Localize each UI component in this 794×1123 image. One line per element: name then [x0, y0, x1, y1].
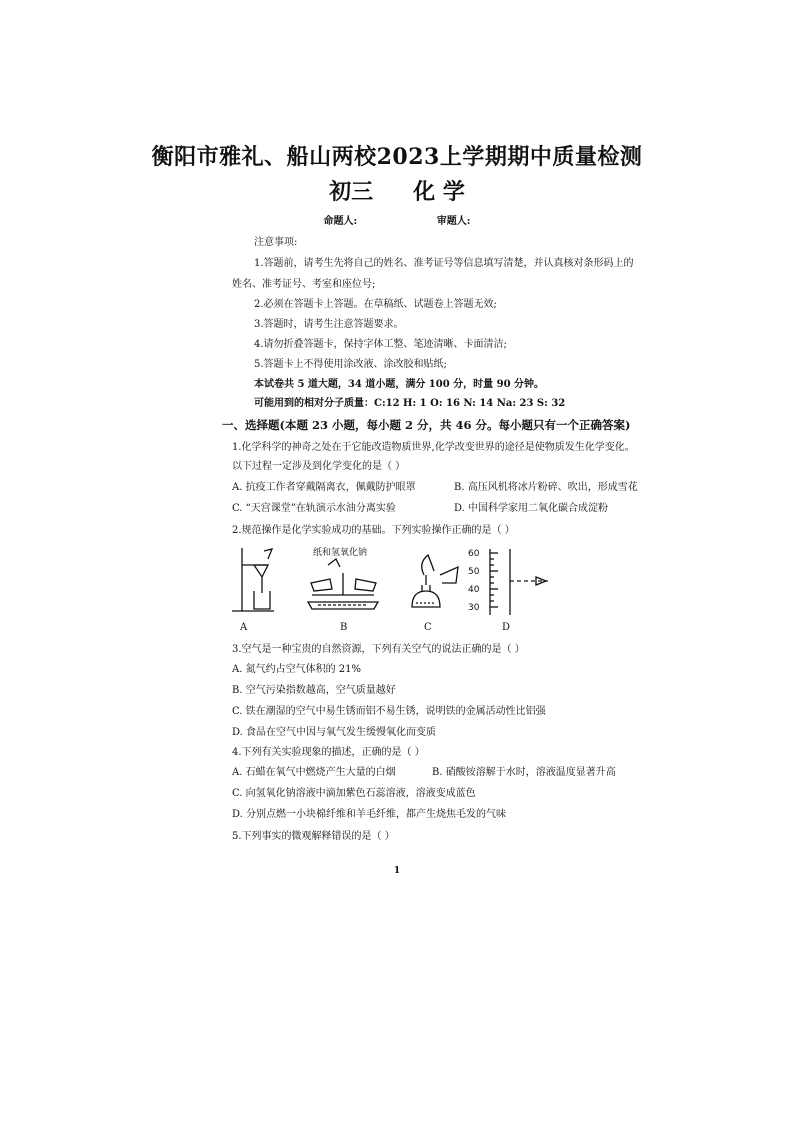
section-1-heading: 一、选择题(本题 23 小题，每小题 2 分，共 46 分。每小题只有一个正确答案)	[222, 418, 631, 432]
q2-label-b: B	[340, 622, 348, 633]
q1-options-row1	[232, 481, 662, 495]
q2-fig-b-caption: 纸和氢氧化钠	[313, 548, 368, 558]
q1-stem-line1: 1.化学科学的神奇之处在于它能改造物质世界,化学改变世界的途径是使物质发生化学变化。	[232, 442, 635, 453]
q4-option-a: A. 石蜡在氧气中燃烧产生大量的白烟	[232, 767, 396, 778]
page-number: 1	[393, 866, 401, 876]
notes-heading: 注意事项:	[254, 237, 298, 248]
note-item-5: 5.答题卡上不得使用涂改液、涂改胶和贴纸;	[254, 359, 447, 370]
q4-option-b: B. 硝酸铵溶解于水时，溶液温度显著升高	[432, 767, 616, 778]
q4-options-row1	[232, 766, 662, 780]
exam-subtitle	[0, 175, 794, 206]
q2-label-d: D	[502, 622, 511, 633]
q4-stem: 4.下列有关实验现象的描述，正确的是（ ）	[232, 747, 425, 758]
q3-option-b: B. 空气污染指数越高，空气质量越好	[232, 685, 396, 696]
apparatus-d-graduated-cylinder	[490, 549, 548, 615]
apparatus-b-balance	[308, 559, 378, 609]
note-item-4: 4.请勿折叠答题卡，保持字体工整、笔迹清晰、卡面清洁;	[254, 339, 507, 350]
subject-label: 化 学	[413, 179, 465, 205]
scale-tick-40: 40	[468, 585, 480, 595]
q1-option-c: C. “天宫课堂”在轨演示水油分离实验	[232, 503, 396, 514]
q1-option-a: A. 抗疫工作者穿戴隔离衣，佩戴防护眼罩	[232, 482, 416, 493]
note-item-3: 3.答题时，请考生注意答题要求。	[254, 319, 404, 330]
q5-stem: 5.下列事实的微观解释错误的是（ ）	[232, 831, 395, 842]
reviewer-label: 审题人:	[436, 216, 471, 227]
author-row	[0, 212, 794, 227]
q3-option-a: A. 氮气约占空气体积的 21%	[232, 664, 361, 675]
q4-option-d: D. 分别点燃一小块棉纤维和羊毛纤维，都产生烧焦毛发的气味	[232, 809, 507, 820]
note-item-2: 2.必须在答题卡上答题。在草稿纸、试题卷上答题无效;	[254, 299, 497, 310]
grade-label: 初三	[329, 179, 374, 205]
q2-label-c: C	[424, 622, 432, 633]
relative-masses: 可能用到的相对分子质量：C:12 H: 1 O: 16 N: 14 Na: 23 S: 32	[254, 398, 566, 409]
exam-summary: 本试卷共 5 道大题，34 道小题，满分 100 分，时量 90 分钟。	[254, 379, 545, 390]
scale-tick-50: 50	[468, 567, 480, 577]
q1-option-d: D. 中国科学家用二氧化碳合成淀粉	[454, 503, 609, 514]
setter-label: 命题人:	[323, 216, 358, 227]
scale-tick-60: 60	[468, 549, 480, 559]
q3-option-d: D. 食品在空气中因与氧气发生缓慢氧化而变质	[232, 727, 437, 738]
note-item-1-cont: 姓名、准考证号、考室和座位号;	[232, 279, 376, 290]
q3-option-c: C. 铁在潮湿的空气中易生锈而铝不易生锈，说明铁的金属活动性比铝强	[232, 706, 546, 717]
q2-stem: 2.规范操作是化学实验成功的基础。下列实验操作正确的是（ ）	[232, 525, 515, 536]
note-item-1: 1.答题前，请考生先将自己的姓名、准考证号等信息填写清楚，并认真核对条形码上的	[254, 258, 634, 269]
q1-option-b: B. 高压风机将冰片粉碎、吹出，形成雪花	[454, 482, 638, 493]
q4-option-c: C. 向氢氧化钠溶液中滴加紫色石蕊溶液，溶液变成蓝色	[232, 788, 476, 799]
exam-title: 衡阳市雅礼、船山两校2023上学期期中质量检测	[151, 144, 643, 170]
apparatus-a-filtration	[232, 548, 274, 611]
q1-options-row2	[232, 502, 662, 516]
scale-tick-30: 30	[468, 603, 480, 613]
apparatus-c-alcohol-lamp	[412, 555, 458, 607]
q1-stem-line2: 以下过程一定涉及到化学变化的是（ ）	[232, 461, 406, 472]
q2-label-a: A	[240, 622, 248, 633]
q3-stem: 3.空气是一种宝贵的自然资源，下列有关空气的说法正确的是（ ）	[232, 644, 525, 655]
